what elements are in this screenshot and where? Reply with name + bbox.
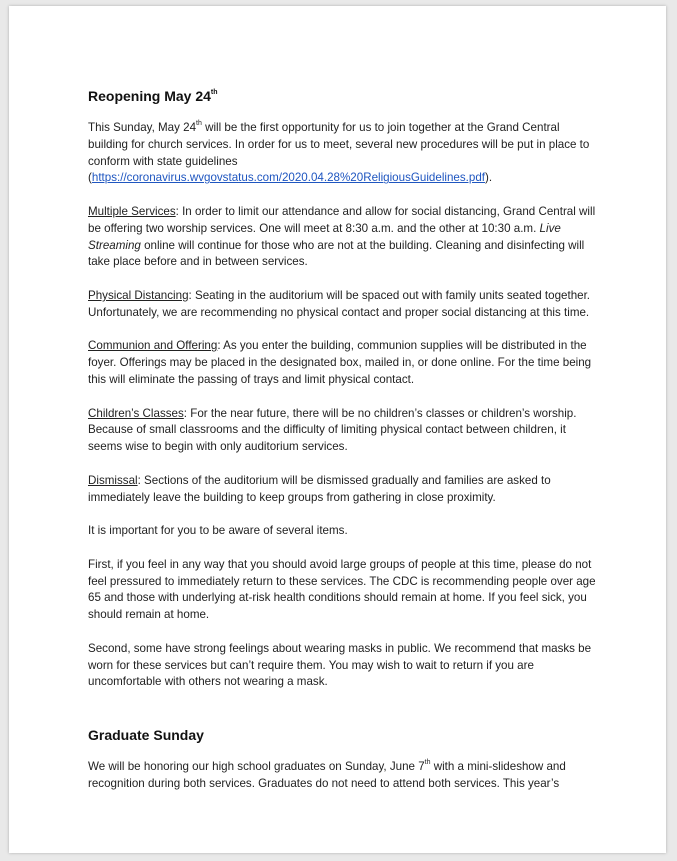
important-paragraph: It is important for you to be aware of several items. (88, 524, 348, 538)
intro-text-1: This Sunday, May 24 (88, 121, 197, 134)
intro-paren-open: ( (88, 171, 92, 185)
second-item-paragraph: Second, some have strong feelings about wearing masks in public. We recommend that masks be worn for these services but can’t require them. You may wish to wait to return if you are uncomfortable with others not wearing a mask. (88, 641, 592, 689)
physical-distancing-text: : Seating in the auditorium will be spaced out with family units seated together. Unfortunately, we are recommending no physical contact and proper social distancing at this time. (88, 288, 591, 319)
communion-offering-text: : As you enter the building, communion supplies will be distributed in the foyer. Offerings may be placed in the designated box, mailed in, or done online. For the time being this will eliminate the passing of trays and limit physical contact. (88, 339, 592, 386)
multiple-services-text: : In order to limit our attendance and allow for social distancing, Grand Central will be offering two worship services. One will meet at 8:30 a.m. and the other at 10:30 a.m. (88, 204, 596, 235)
document-content (88, 86, 598, 793)
multiple-services-text-end: online will continue for those who are not at the building. Cleaning and disinfecting will take place before and in between services. (88, 238, 585, 269)
intro-paren-close: ). (485, 171, 493, 185)
live-streaming-italic: Live Streaming (88, 221, 561, 252)
dismissal-text: : Sections of the auditorium will be dismissed gradually and families are asked to immediately leave the building to keep groups from gathering in close proximity. (88, 473, 551, 504)
intro-superscript: th (196, 120, 202, 128)
first-item-paragraph: First, if you feel in any way that you should avoid large groups of people at this time, please do not feel pressured to immediately return to these services. The CDC is recommending people over age 65 and those with underlying at-risk health conditions should remain at home. If you feel sick, you should remain at home. (88, 557, 596, 622)
section-title-superscript: th (210, 89, 218, 97)
dismissal-label: Dismissal (88, 473, 138, 487)
multiple-services-paragraph (88, 204, 598, 271)
document-page (9, 6, 666, 853)
graduate-text-2: with a mini-slideshow and recognition during both services. Graduates do not need to attend both services. This year’s (88, 760, 566, 790)
section-title-graduate-sunday: Graduate Sunday (88, 727, 204, 744)
communion-offering-paragraph (88, 338, 598, 388)
graduate-text-1: We will be honoring our high school graduates on Sunday, June 7 (88, 760, 425, 774)
dismissal-paragraph (88, 473, 598, 507)
section-title-reopening (88, 86, 598, 106)
graduate-paragraph (88, 759, 598, 793)
section-title-text: Reopening May 24 (88, 88, 211, 104)
intro-text-2: will be the first opportunity for us to join together at the Grand Central building for church services. In order for us to meet, several new procedures will be put in place to conform with state guidelines (88, 121, 590, 168)
intro-paragraph (88, 120, 598, 187)
childrens-classes-label: Children’s Classes (88, 406, 184, 420)
multiple-services-label: Multiple Services (88, 204, 176, 218)
communion-offering-label: Communion and Offering (88, 339, 218, 353)
childrens-classes-paragraph (88, 406, 598, 456)
guidelines-link[interactable]: https://coronavirus.wvgovstatus.com/2020.04.28%20ReligiousGuidelines.pdf (91, 171, 485, 185)
graduate-superscript: th (424, 759, 431, 767)
childrens-classes-text: : For the near future, there will be no children’s classes or children’s worship. Because of small classrooms and the difficulty of limiting physical contact between children, it seems wise to begin with only auditorium services. (88, 406, 577, 454)
physical-distancing-label: Physical Distancing (88, 288, 189, 302)
physical-distancing-paragraph (88, 288, 598, 322)
